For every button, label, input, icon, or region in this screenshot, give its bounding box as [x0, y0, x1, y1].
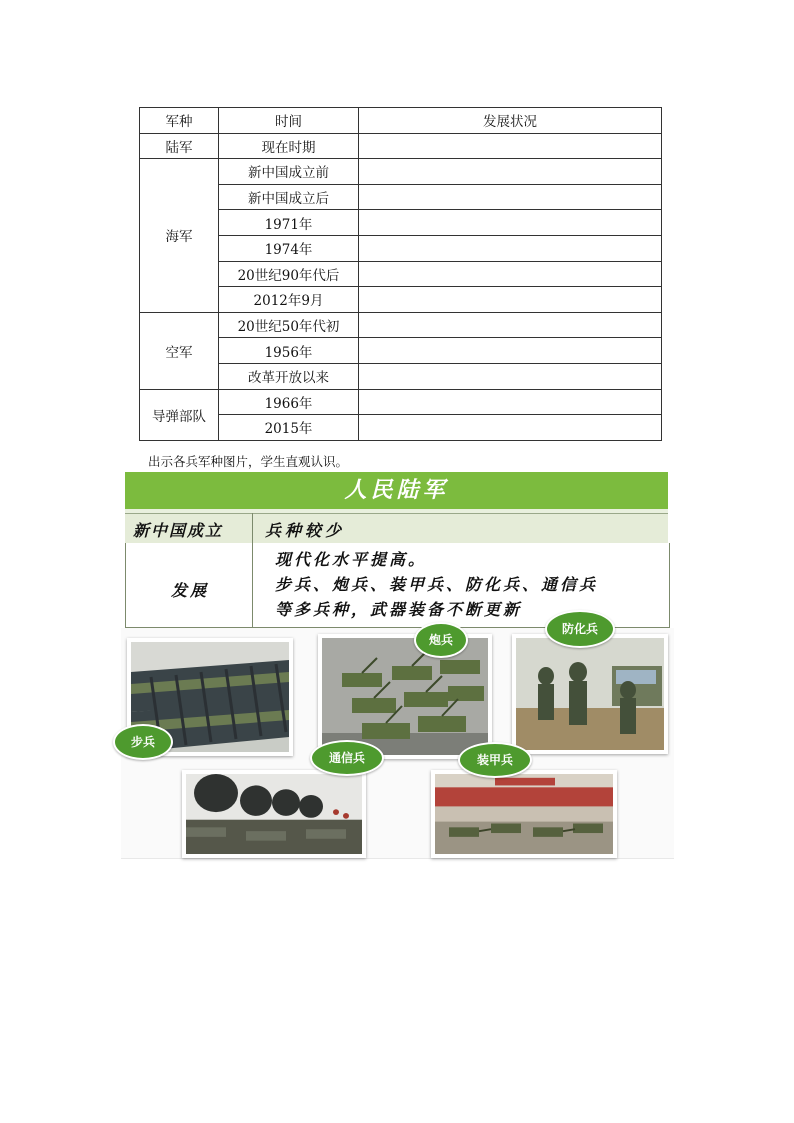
table-header-row — [140, 108, 662, 134]
time-cell: 现在时期 — [219, 133, 359, 159]
chemical-image — [516, 638, 664, 750]
artillery-label: 炮兵 — [428, 633, 453, 647]
branch-cell: 陆军 — [140, 133, 219, 159]
table-row — [140, 415, 662, 441]
branch-cell: 空军 — [140, 312, 219, 389]
status-cell — [359, 133, 662, 159]
army-banner — [125, 472, 668, 509]
status-cell — [359, 184, 662, 210]
time-cell: 1956年 — [219, 338, 359, 364]
time-cell: 2012年9月 — [219, 287, 359, 313]
status-cell — [359, 159, 662, 185]
status-cell — [359, 312, 662, 338]
table-row — [140, 261, 662, 287]
header-status: 发展状况 — [359, 108, 662, 134]
time-cell: 1966年 — [219, 389, 359, 415]
development-line: 步兵、炮兵、装甲兵、防化兵、通信兵 — [275, 575, 599, 594]
table-row — [140, 287, 662, 313]
time-cell: 1971年 — [219, 210, 359, 236]
artillery-bubble — [414, 622, 468, 658]
signal-bubble — [310, 740, 384, 776]
status-cell — [359, 363, 662, 389]
table-row — [140, 338, 662, 364]
infantry-label: 步兵 — [130, 735, 155, 749]
time-cell: 新中国成立前 — [219, 159, 359, 185]
header-branch: 军种 — [140, 108, 219, 134]
time-cell: 20世纪50年代初 — [219, 312, 359, 338]
chemical-photo — [512, 634, 668, 754]
time-cell: 1974年 — [219, 235, 359, 261]
army-branches-table — [139, 107, 662, 441]
signal-image — [186, 774, 362, 854]
table-row — [140, 184, 662, 210]
infantry-bubble — [113, 724, 173, 760]
table-row — [140, 363, 662, 389]
table-row — [140, 210, 662, 236]
branch-cell: 导弹部队 — [140, 389, 219, 440]
table-row — [140, 235, 662, 261]
column-divider — [252, 513, 253, 628]
status-cell — [359, 235, 662, 261]
armored-label: 装甲兵 — [476, 753, 513, 767]
status-cell — [359, 261, 662, 287]
time-cell: 20世纪90年代后 — [219, 261, 359, 287]
table-row — [140, 159, 662, 185]
status-cell — [359, 210, 662, 236]
branch-cell: 海军 — [140, 159, 219, 313]
armored-photo — [431, 770, 617, 858]
table-row — [140, 312, 662, 338]
army-title: 人民陆军 — [344, 477, 449, 503]
development-text — [275, 547, 660, 622]
development-line: 等多兵种，武器装备不断更新 — [275, 600, 523, 619]
chemical-bubble — [545, 610, 615, 648]
time-cell: 新中国成立后 — [219, 184, 359, 210]
table-row — [140, 389, 662, 415]
armored-image — [435, 774, 613, 854]
status-cell — [359, 338, 662, 364]
status-cell — [359, 287, 662, 313]
time-cell: 改革开放以来 — [219, 363, 359, 389]
chemical-label: 防化兵 — [561, 622, 598, 636]
status-cell — [359, 389, 662, 415]
caption-text: 出示各兵军种图片，学生直观认识。 — [148, 454, 349, 469]
photo-collage — [121, 622, 674, 859]
development-label: 发展 — [171, 581, 210, 600]
time-cell: 2015年 — [219, 415, 359, 441]
development-line: 现代化水平提高。 — [275, 550, 428, 569]
table-row — [140, 133, 662, 159]
founding-value: 兵种较少 — [265, 521, 346, 540]
signal-photo — [182, 770, 366, 858]
status-cell — [359, 415, 662, 441]
army-slide — [125, 472, 668, 628]
signal-label: 通信兵 — [328, 751, 365, 765]
armored-bubble — [458, 742, 532, 778]
header-time: 时间 — [219, 108, 359, 134]
founding-label: 新中国成立 — [133, 521, 224, 540]
